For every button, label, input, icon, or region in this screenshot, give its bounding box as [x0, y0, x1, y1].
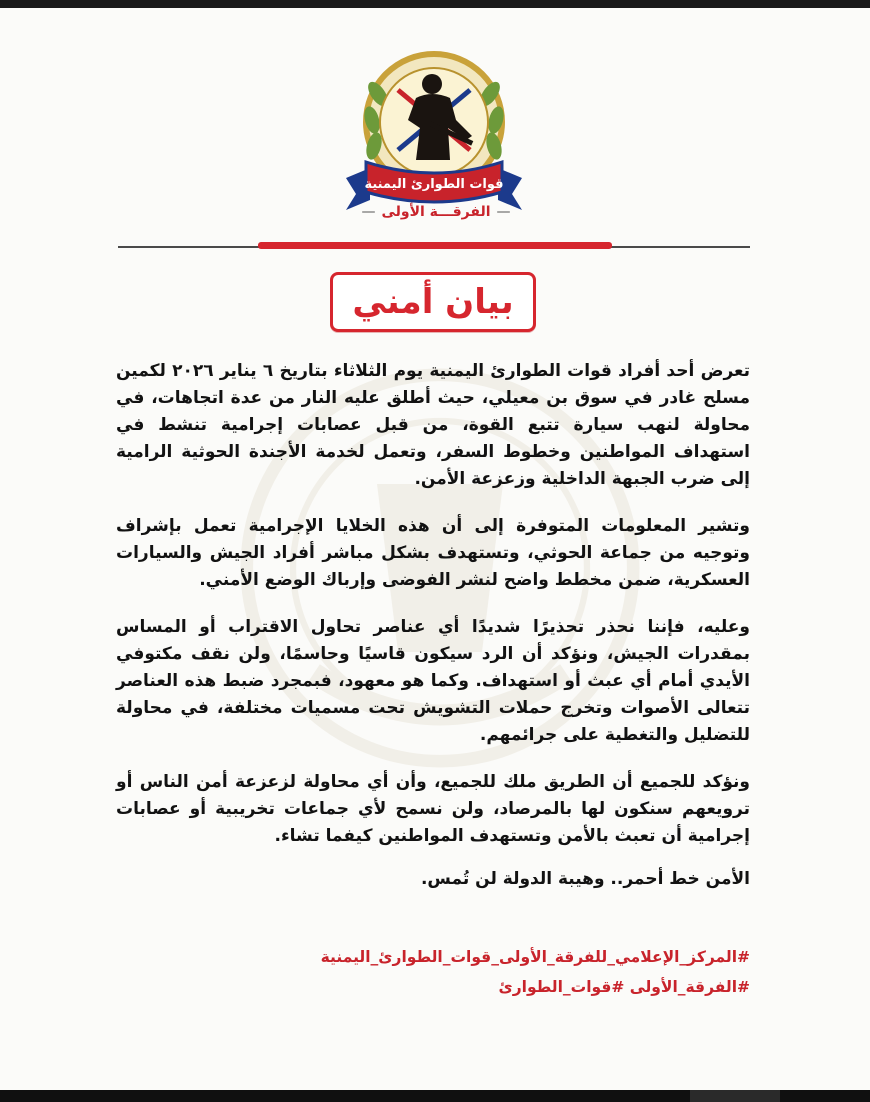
closing-line: الأمن خط أحمر.. وهيبة الدولة لن تُمس. [420, 869, 750, 889]
soldier-emblem-icon [332, 50, 536, 228]
hashtag-line-2[interactable]: #الفرقة_الأولى #قوات_الطوارئ [498, 978, 750, 996]
statement-body [116, 358, 750, 913]
division-name: —الفرقـــة الأولى— [361, 204, 511, 220]
paragraph-1: تعرض أحد أفراد قوات الطوارئ اليمنية يوم الثلاثاء بتاريخ ٦ يناير ٢٠٢٦ لكمين مسلح غادر في سوق بن معيلي، حيث أطلق عليه النار من عدة اتجاهات، في محاولة لنهب سيارة تتبع القوة، من قبل عصابات إجرامية تنشط في استهداف المواطنين وخطوط السفر، وتعمل لخدمة الأجندة الحوثية الرامية إلى ضرب الجبهة الداخلية وزعزعة الأمن. [116, 361, 750, 489]
paragraph-2: وتشير المعلومات المتوفرة إلى أن هذه الخلايا الإجرامية تعمل بإشراف وتوجيه من جماعة الحوثي، وتستهدف بشكل مباشر أفراد الجيش والسيارات العسكرية، ضمن مخطط واضح لنشر الفوضى وإرباك الوضع الأمني. [116, 516, 750, 590]
statement-title: بيان أمني [352, 282, 514, 322]
paragraph-4: ونؤكد للجميع أن الطريق ملك للجميع، وأن أي محاولة لزعزعة أمن الناس أو ترويعهم سنكون لها بالمرصاد، ولن نسمح لأي جماعات تخريبية أو عصابات إجرامية أن تعبث بالأمن وتستهدف المواطنين كيفما تشاء. [116, 772, 750, 846]
hashtags [116, 942, 750, 1002]
statement-title-box [330, 272, 536, 332]
emblem-banner-text: قوات الطوارئ اليمنية [364, 177, 504, 192]
statement-page [0, 8, 870, 1090]
header-divider-accent [258, 242, 612, 249]
paragraph-3: وعليه، فإننا نحذر تحذيرًا شديدًا أي عناصر تحاول الاقتراب أو المساس بمقدرات الجيش، ونؤكد أن الرد سيكون قاسيًا وحاسمًا، ولن نقف مكتوفي الأيدي أمام أي عبث أو استهداف. وكما هو معهود، فبمجرد ضبط هذه العناصر تتعالى الأصوات وتخرج حملات التشويش تحت مسميات مختلفة، في محاولة للتضليل والتغطية على جرائمهم. [116, 617, 750, 745]
bottom-frame [0, 1090, 870, 1102]
hashtag-line-1[interactable]: #المركز_الإعلامي_للفرقة_الأولى_قوات_الطوارئ_اليمنية [320, 948, 750, 966]
